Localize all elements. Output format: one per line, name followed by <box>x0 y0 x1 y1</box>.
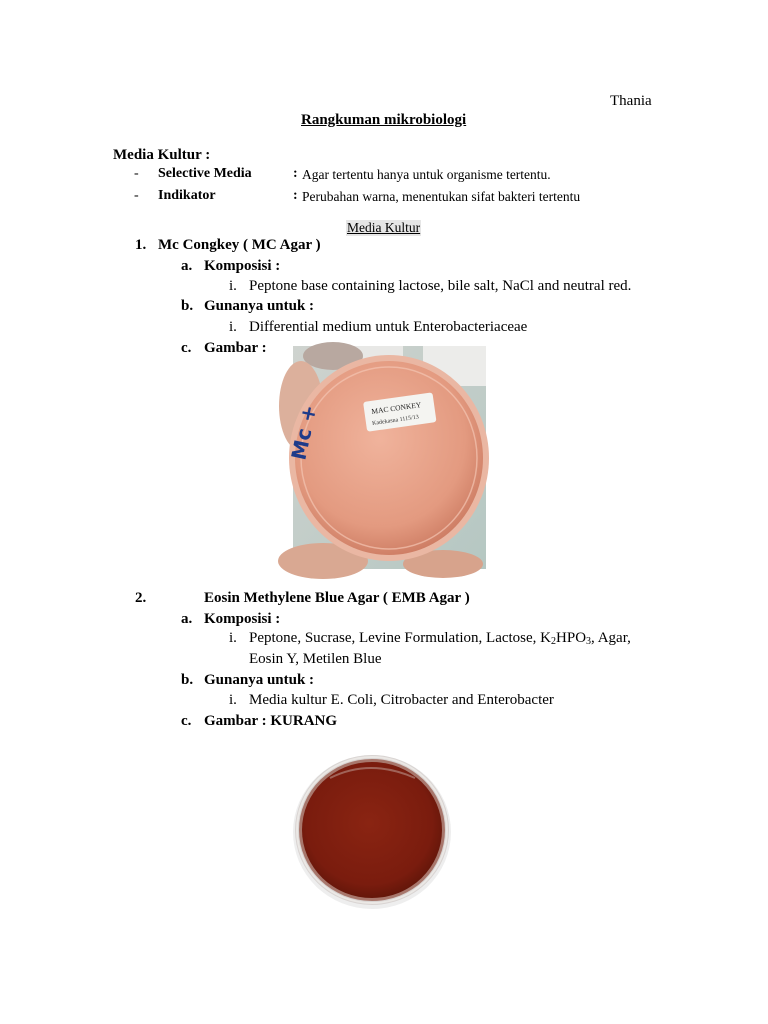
item-text-part: , Agar, <box>591 630 631 646</box>
definition-description: Perubahan warna, menentukan sifat bakteri tertentu <box>302 189 581 204</box>
media-kultur-heading: Media Kultur : <box>113 147 211 163</box>
item-text: Differential medium untuk Enterobacteriaceae <box>249 319 528 335</box>
subscript: 2 <box>551 636 557 647</box>
item-text <box>249 630 631 647</box>
definition-dash: - <box>134 188 139 203</box>
item-numeral: i. <box>229 278 237 294</box>
section-title: Mc Congkey ( MC Agar ) <box>158 237 321 253</box>
item-text-part: Peptone, Sucrase, Levine Formulation, Lactose, K <box>249 630 552 646</box>
media-kultur-subtitle: Media Kultur <box>347 220 421 235</box>
item-numeral: i. <box>229 630 237 646</box>
section-title: Eosin Methylene Blue Agar ( EMB Agar ) <box>204 590 470 606</box>
item-text: Media kultur E. Coli, Citrobacter and Enterobacter <box>249 692 554 708</box>
sub-letter: a. <box>181 258 193 274</box>
definition-term: Indikator <box>158 188 216 203</box>
sub-letter: a. <box>181 611 193 627</box>
plate-label-text: Kadekasna 1115/13 <box>371 414 420 427</box>
definition-colon: : <box>293 188 298 203</box>
author-name: Thania <box>610 93 652 109</box>
sub-label: Komposisi : <box>204 258 281 274</box>
sub-letter: c. <box>181 340 192 356</box>
document-title: Rangkuman mikrobiologi <box>301 112 467 128</box>
definition-dash: - <box>134 166 139 181</box>
emb-plate-photo <box>290 748 454 913</box>
item-text-part: HPO <box>556 630 587 646</box>
item-numeral: i. <box>229 692 237 708</box>
definition-colon: : <box>293 166 298 181</box>
subscript: 3 <box>586 636 592 647</box>
sub-letter: b. <box>181 298 194 314</box>
plate-label-text: MAC CONKEY <box>370 400 422 416</box>
section-number: 2. <box>135 590 147 606</box>
sub-label: Komposisi : <box>204 611 281 627</box>
item-numeral: i. <box>229 319 237 335</box>
plate-handwriting: Mc + <box>286 402 322 463</box>
definition-description: Agar tertentu hanya untuk organisme tertentu. <box>302 167 551 182</box>
sub-label: Gunanya untuk : <box>204 298 315 314</box>
sub-label: Gambar : KURANG <box>204 713 338 729</box>
sub-letter: c. <box>181 713 192 729</box>
sub-label: Gambar : <box>204 340 267 356</box>
section-number: 1. <box>135 237 147 253</box>
macconkey-plate-photo <box>286 346 486 569</box>
sub-letter: b. <box>181 672 194 688</box>
item-text: Peptone base containing lactose, bile salt, NaCl and neutral red. <box>249 278 632 294</box>
item-text-continuation: Eosin Y, Metilen Blue <box>249 651 382 667</box>
sub-label: Gunanya untuk : <box>204 672 315 688</box>
definition-term: Selective Media <box>158 166 252 181</box>
